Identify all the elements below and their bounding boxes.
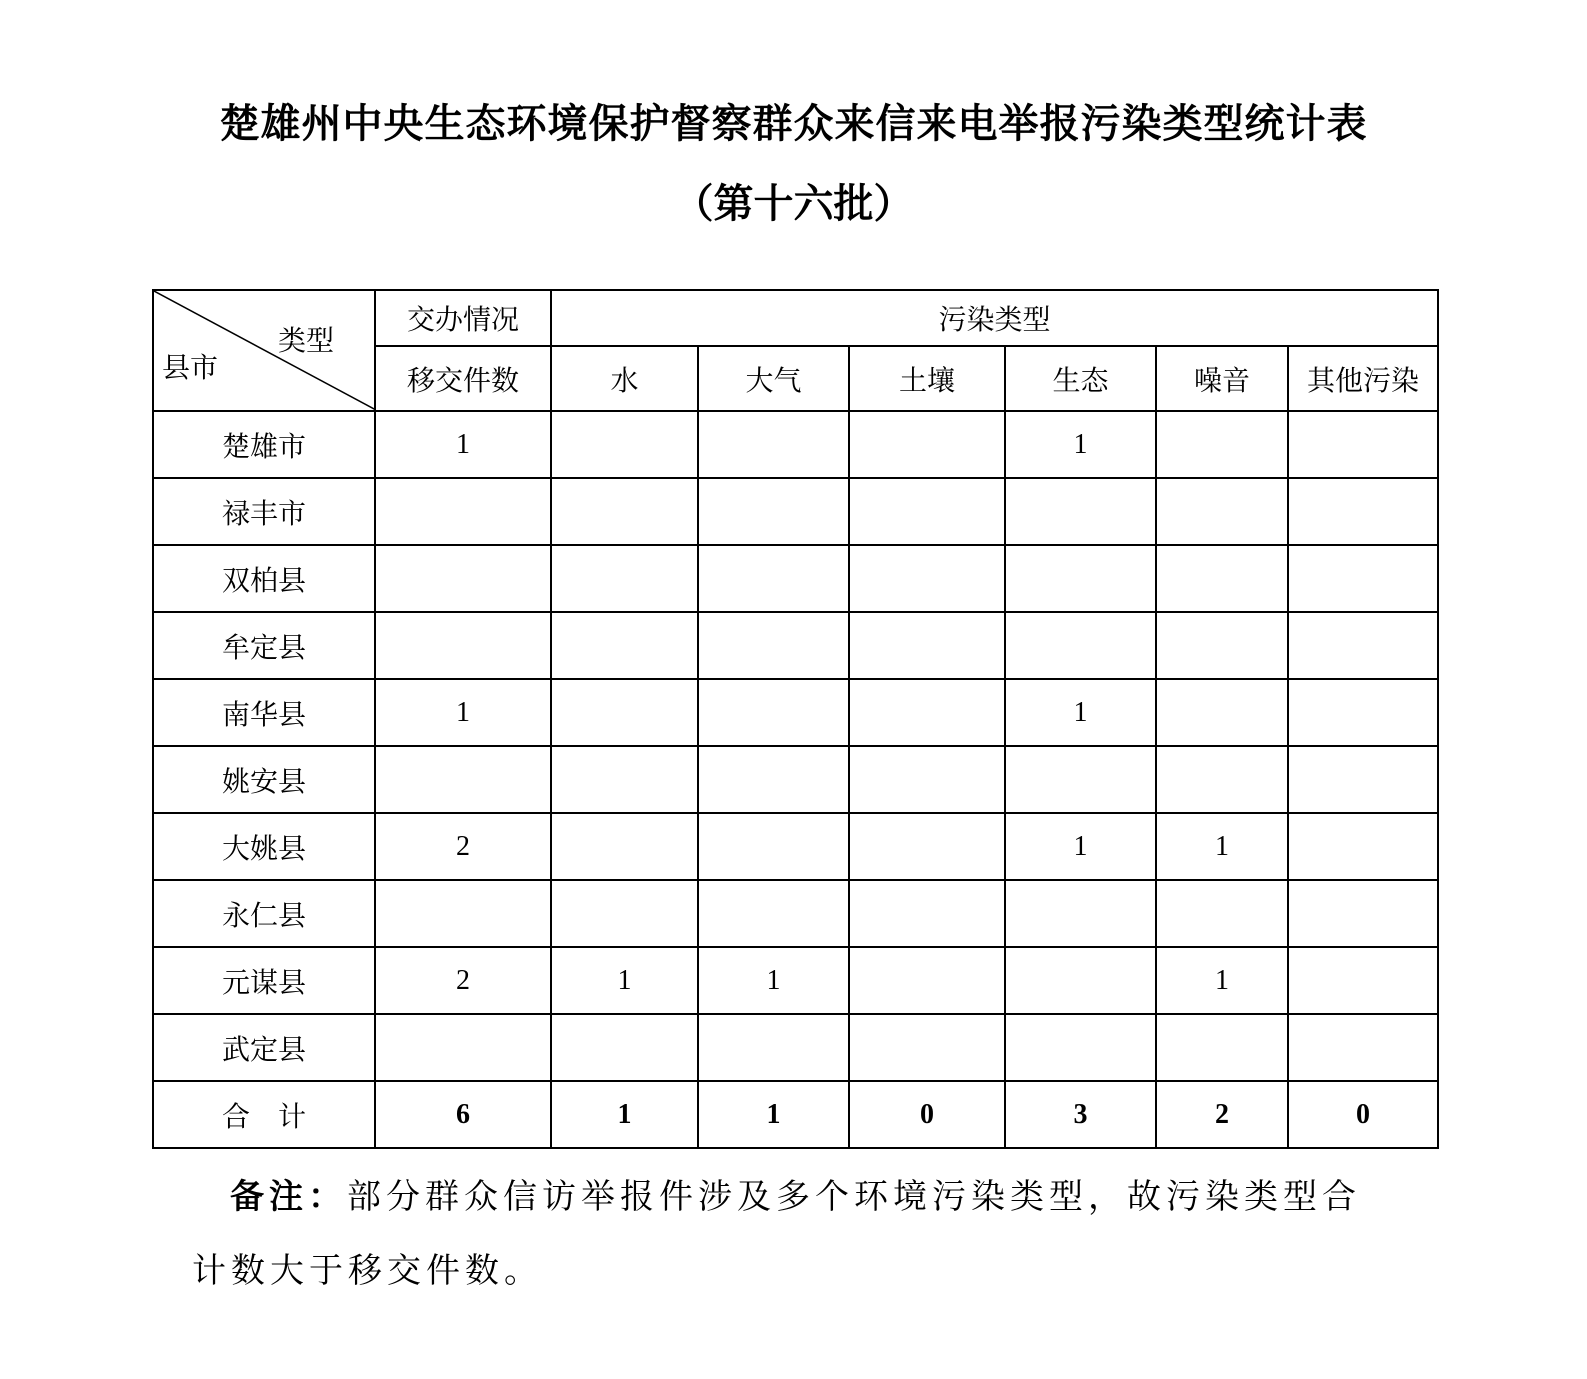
value-cell (551, 880, 698, 947)
value-cell (551, 478, 698, 545)
value-cell (1005, 612, 1156, 679)
column-header: 移交件数 (375, 346, 551, 411)
value-cell (698, 880, 849, 947)
value-cell (698, 813, 849, 880)
value-cell: 1 (1005, 813, 1156, 880)
total-value-cell: 2 (1156, 1081, 1288, 1148)
county-name-cell: 大姚县 (153, 813, 375, 880)
remark-note (192, 1160, 1372, 1308)
value-cell (551, 746, 698, 813)
value-cell (1156, 612, 1288, 679)
page-title: 楚雄州中央生态环境保护督察群众来信来电举报污染类型统计表 (219, 101, 1368, 147)
county-name-cell: 永仁县 (153, 880, 375, 947)
value-cell (1005, 880, 1156, 947)
total-value-cell: 0 (849, 1081, 1005, 1148)
county-name-cell: 元谋县 (153, 947, 375, 1014)
value-cell (849, 813, 1005, 880)
value-cell (849, 679, 1005, 746)
header-row-1 (153, 290, 1438, 346)
value-cell (1288, 411, 1438, 478)
county-name-cell: 武定县 (153, 1014, 375, 1081)
county-name-cell: 双柏县 (153, 545, 375, 612)
value-cell (375, 545, 551, 612)
value-cell (849, 880, 1005, 947)
county-name-cell: 牟定县 (153, 612, 375, 679)
group-header-pollution: 污染类型 (551, 290, 1438, 346)
corner-header-cell (153, 290, 375, 411)
county-name-cell: 楚雄市 (153, 411, 375, 478)
column-header: 土壤 (849, 346, 1005, 411)
value-cell (698, 1014, 849, 1081)
column-header: 大气 (698, 346, 849, 411)
value-cell (698, 545, 849, 612)
value-cell (1156, 679, 1288, 746)
table-row (153, 612, 1438, 679)
value-cell (1288, 746, 1438, 813)
value-cell: 1 (375, 679, 551, 746)
value-cell (1288, 813, 1438, 880)
column-header: 水 (551, 346, 698, 411)
value-cell (551, 813, 698, 880)
value-cell (1005, 545, 1156, 612)
value-cell (849, 411, 1005, 478)
value-cell (1005, 947, 1156, 1014)
value-cell (375, 478, 551, 545)
value-cell: 1 (1156, 947, 1288, 1014)
value-cell (849, 746, 1005, 813)
value-cell (1288, 880, 1438, 947)
total-row (153, 1081, 1438, 1148)
value-cell (698, 746, 849, 813)
total-value-cell: 0 (1288, 1081, 1438, 1148)
table-row (153, 545, 1438, 612)
value-cell: 1 (1005, 679, 1156, 746)
value-cell (1288, 612, 1438, 679)
value-cell (849, 947, 1005, 1014)
county-name-cell: 禄丰市 (153, 478, 375, 545)
value-cell (551, 411, 698, 478)
table-row (153, 880, 1438, 947)
value-cell (1156, 1014, 1288, 1081)
value-cell (1288, 1014, 1438, 1081)
value-cell: 1 (375, 411, 551, 478)
table-row (153, 813, 1438, 880)
value-cell (1288, 679, 1438, 746)
value-cell (698, 679, 849, 746)
value-cell (698, 411, 849, 478)
group-header-handover: 交办情况 (375, 290, 551, 346)
total-value-cell: 3 (1005, 1081, 1156, 1148)
column-header: 生态 (1005, 346, 1156, 411)
county-name-cell: 南华县 (153, 679, 375, 746)
value-cell (1005, 478, 1156, 545)
value-cell (551, 545, 698, 612)
table-row (153, 411, 1438, 478)
table-row (153, 746, 1438, 813)
value-cell (1288, 478, 1438, 545)
value-cell (375, 612, 551, 679)
value-cell (849, 478, 1005, 545)
remark-text: 部分群众信访举报件涉及多个环境污染类型，故污染类型合计数大于移交件数。 (192, 1177, 1361, 1291)
corner-label-county: 县市 (162, 351, 219, 384)
value-cell (375, 880, 551, 947)
value-cell (551, 612, 698, 679)
table-row (153, 478, 1438, 545)
table-row (153, 947, 1438, 1014)
value-cell (849, 545, 1005, 612)
value-cell (551, 1014, 698, 1081)
value-cell (1005, 746, 1156, 813)
value-cell (1288, 545, 1438, 612)
column-header: 噪音 (1156, 346, 1288, 411)
value-cell: 1 (1005, 411, 1156, 478)
value-cell (1156, 545, 1288, 612)
remark-label: 备注： (230, 1177, 347, 1217)
value-cell (698, 612, 849, 679)
value-cell: 1 (1156, 813, 1288, 880)
total-label-cell (153, 1081, 375, 1148)
total-value-cell: 1 (551, 1081, 698, 1148)
value-cell: 1 (551, 947, 698, 1014)
column-header: 其他污染 (1288, 346, 1438, 411)
value-cell (1288, 947, 1438, 1014)
table-row (153, 679, 1438, 746)
county-name-cell: 姚安县 (153, 746, 375, 813)
value-cell (1156, 478, 1288, 545)
value-cell (849, 612, 1005, 679)
value-cell: 2 (375, 813, 551, 880)
total-value-cell: 6 (375, 1081, 551, 1148)
value-cell (849, 1014, 1005, 1081)
table-row (153, 1014, 1438, 1081)
value-cell (1156, 880, 1288, 947)
value-cell (1156, 746, 1288, 813)
value-cell (1156, 411, 1288, 478)
total-value-cell: 1 (698, 1081, 849, 1148)
value-cell (698, 478, 849, 545)
value-cell (1005, 1014, 1156, 1081)
value-cell: 2 (375, 947, 551, 1014)
statistics-table (152, 289, 1439, 1149)
page-subtitle: （第十六批） (673, 181, 914, 227)
value-cell (551, 679, 698, 746)
corner-label-type: 类型 (277, 324, 334, 357)
total-label: 合计 (221, 1099, 334, 1133)
value-cell (375, 1014, 551, 1081)
value-cell (375, 746, 551, 813)
value-cell: 1 (698, 947, 849, 1014)
